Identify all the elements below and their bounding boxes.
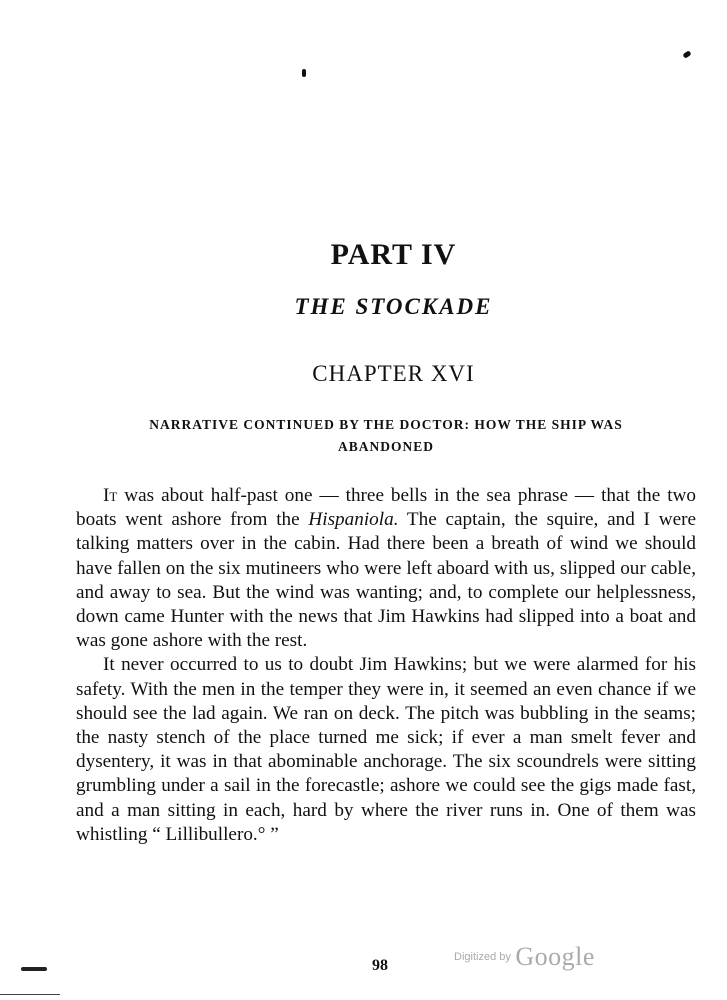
chapter-heading — [76, 414, 696, 458]
part-title: PART IV — [330, 238, 457, 271]
chapter-heading-line-2: ABANDONED — [337, 439, 434, 454]
chapter-body — [76, 484, 696, 847]
paragraph-1 — [76, 484, 696, 653]
digitized-watermark — [454, 942, 595, 972]
ship-name: Hispaniola. — [308, 509, 399, 531]
paragraph-1-lead: It — [103, 485, 118, 506]
page-number: 98 — [372, 957, 388, 974]
google-logo: Google — [515, 942, 595, 971]
watermark-label: Digitized by — [454, 951, 511, 963]
part-subtitle: THE STOCKADE — [294, 294, 493, 319]
chapter-heading-line-1: NARRATIVE CONTINUED BY THE DOCTOR: HOW THE SHIP WAS — [149, 417, 623, 432]
paragraph-2: It never occurred to us to doubt Jim Hawkins; but we were alarmed for his safety. With the men in the temper they were in, it seemed an even chance if we should see the lad again. We ran on deck. The pitch was bubbling in the seams; the nasty stench of the place turned me sick; if ever a man smelt fever and dysentery, it was in that abominable anchorage. The six scoundrels were sitting grumbling under a sail in the forecastle; ashore we could see the gigs made fast, and a man sitting in each, hard by where the river runs in. One of them was whistling “ Lillibullero.° ” — [76, 654, 696, 845]
ink-speck — [302, 69, 306, 77]
margin-mark — [21, 967, 47, 971]
ink-speck — [682, 50, 691, 59]
chapter-title: CHAPTER XVI — [312, 361, 475, 386]
bottom-edge-line — [0, 994, 60, 995]
paragraph-1-text-b: The captain, the squire, and I were talking matters over in the cabin. Had there been a breath of wind we should have fallen on the six mutineers who were left aboard with us, slipped our cable, and away to sea. But the wind was wanting; and, to complete our helplessness, down came Hunter with the news that Jim Hawkins had slipped into a boat and was gone ashore with the rest. — [76, 509, 696, 652]
paragraph-1-text-a: was about half-past one — three bells in the sea phrase — that the two boats went ashore from the — [76, 485, 696, 531]
